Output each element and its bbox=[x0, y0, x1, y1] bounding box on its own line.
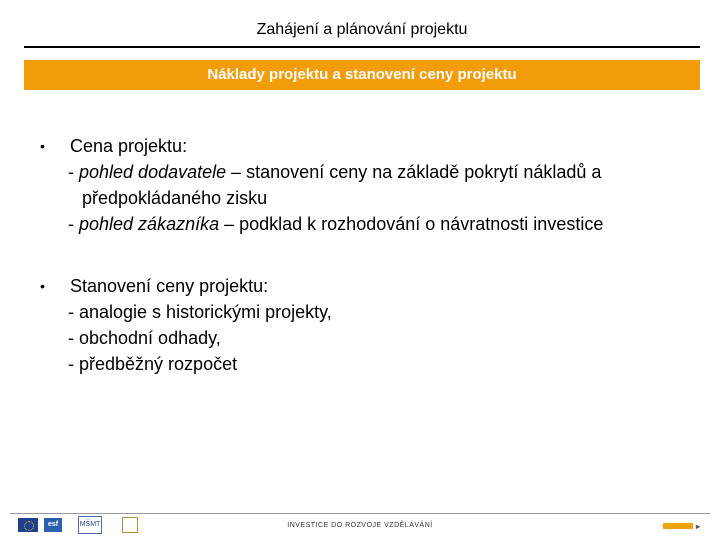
bullet-line: - analogie s historickými projekty, bbox=[68, 302, 332, 322]
bullet-line bbox=[68, 211, 700, 237]
page-title: Zahájení a plánování projektu bbox=[256, 21, 468, 38]
title-divider bbox=[24, 46, 700, 48]
bullet-dot-icon: • bbox=[40, 138, 45, 154]
bullet-line bbox=[68, 185, 700, 211]
bullet-heading: Cena projektu: bbox=[70, 136, 188, 156]
line-emphasis: pohled zákazníka bbox=[79, 214, 220, 234]
line-text: – stanovení ceny na základě pokrytí nákladů a bbox=[226, 162, 602, 182]
bullet-dot-icon: • bbox=[40, 278, 45, 294]
line-text: předpokládaného zisku bbox=[82, 188, 268, 208]
footer-text: INVESTICE DO ROZVOJE VZDĚLÁVÁNÍ bbox=[287, 522, 433, 529]
eu-flag-icon bbox=[18, 518, 38, 532]
footer-logos bbox=[18, 516, 138, 534]
house-logo-icon bbox=[122, 517, 138, 533]
msmt-logo-icon: MŠMT bbox=[78, 516, 102, 534]
esf-logo-icon: esf bbox=[44, 518, 62, 532]
bullet-line: - předběžný rozpočet bbox=[68, 354, 238, 374]
line-prefix: - bbox=[68, 214, 79, 234]
line-emphasis: pohled dodavatele bbox=[79, 162, 227, 182]
line-prefix: - bbox=[68, 162, 79, 182]
slide-content bbox=[40, 133, 700, 377]
bullet-heading: Stanovení ceny projektu: bbox=[70, 276, 269, 296]
section-banner: Náklady projektu a stanovení ceny projektu bbox=[24, 60, 700, 90]
bullet-pricing bbox=[40, 273, 700, 377]
line-text: – podklad k rozhodování o návratnosti investice bbox=[219, 214, 604, 234]
footer-divider bbox=[10, 513, 710, 514]
project-logo-icon: ▸ bbox=[636, 519, 700, 533]
bullet-line bbox=[68, 159, 700, 185]
bullet-line: - obchodní odhady, bbox=[68, 328, 221, 348]
bullet-price bbox=[40, 133, 700, 237]
